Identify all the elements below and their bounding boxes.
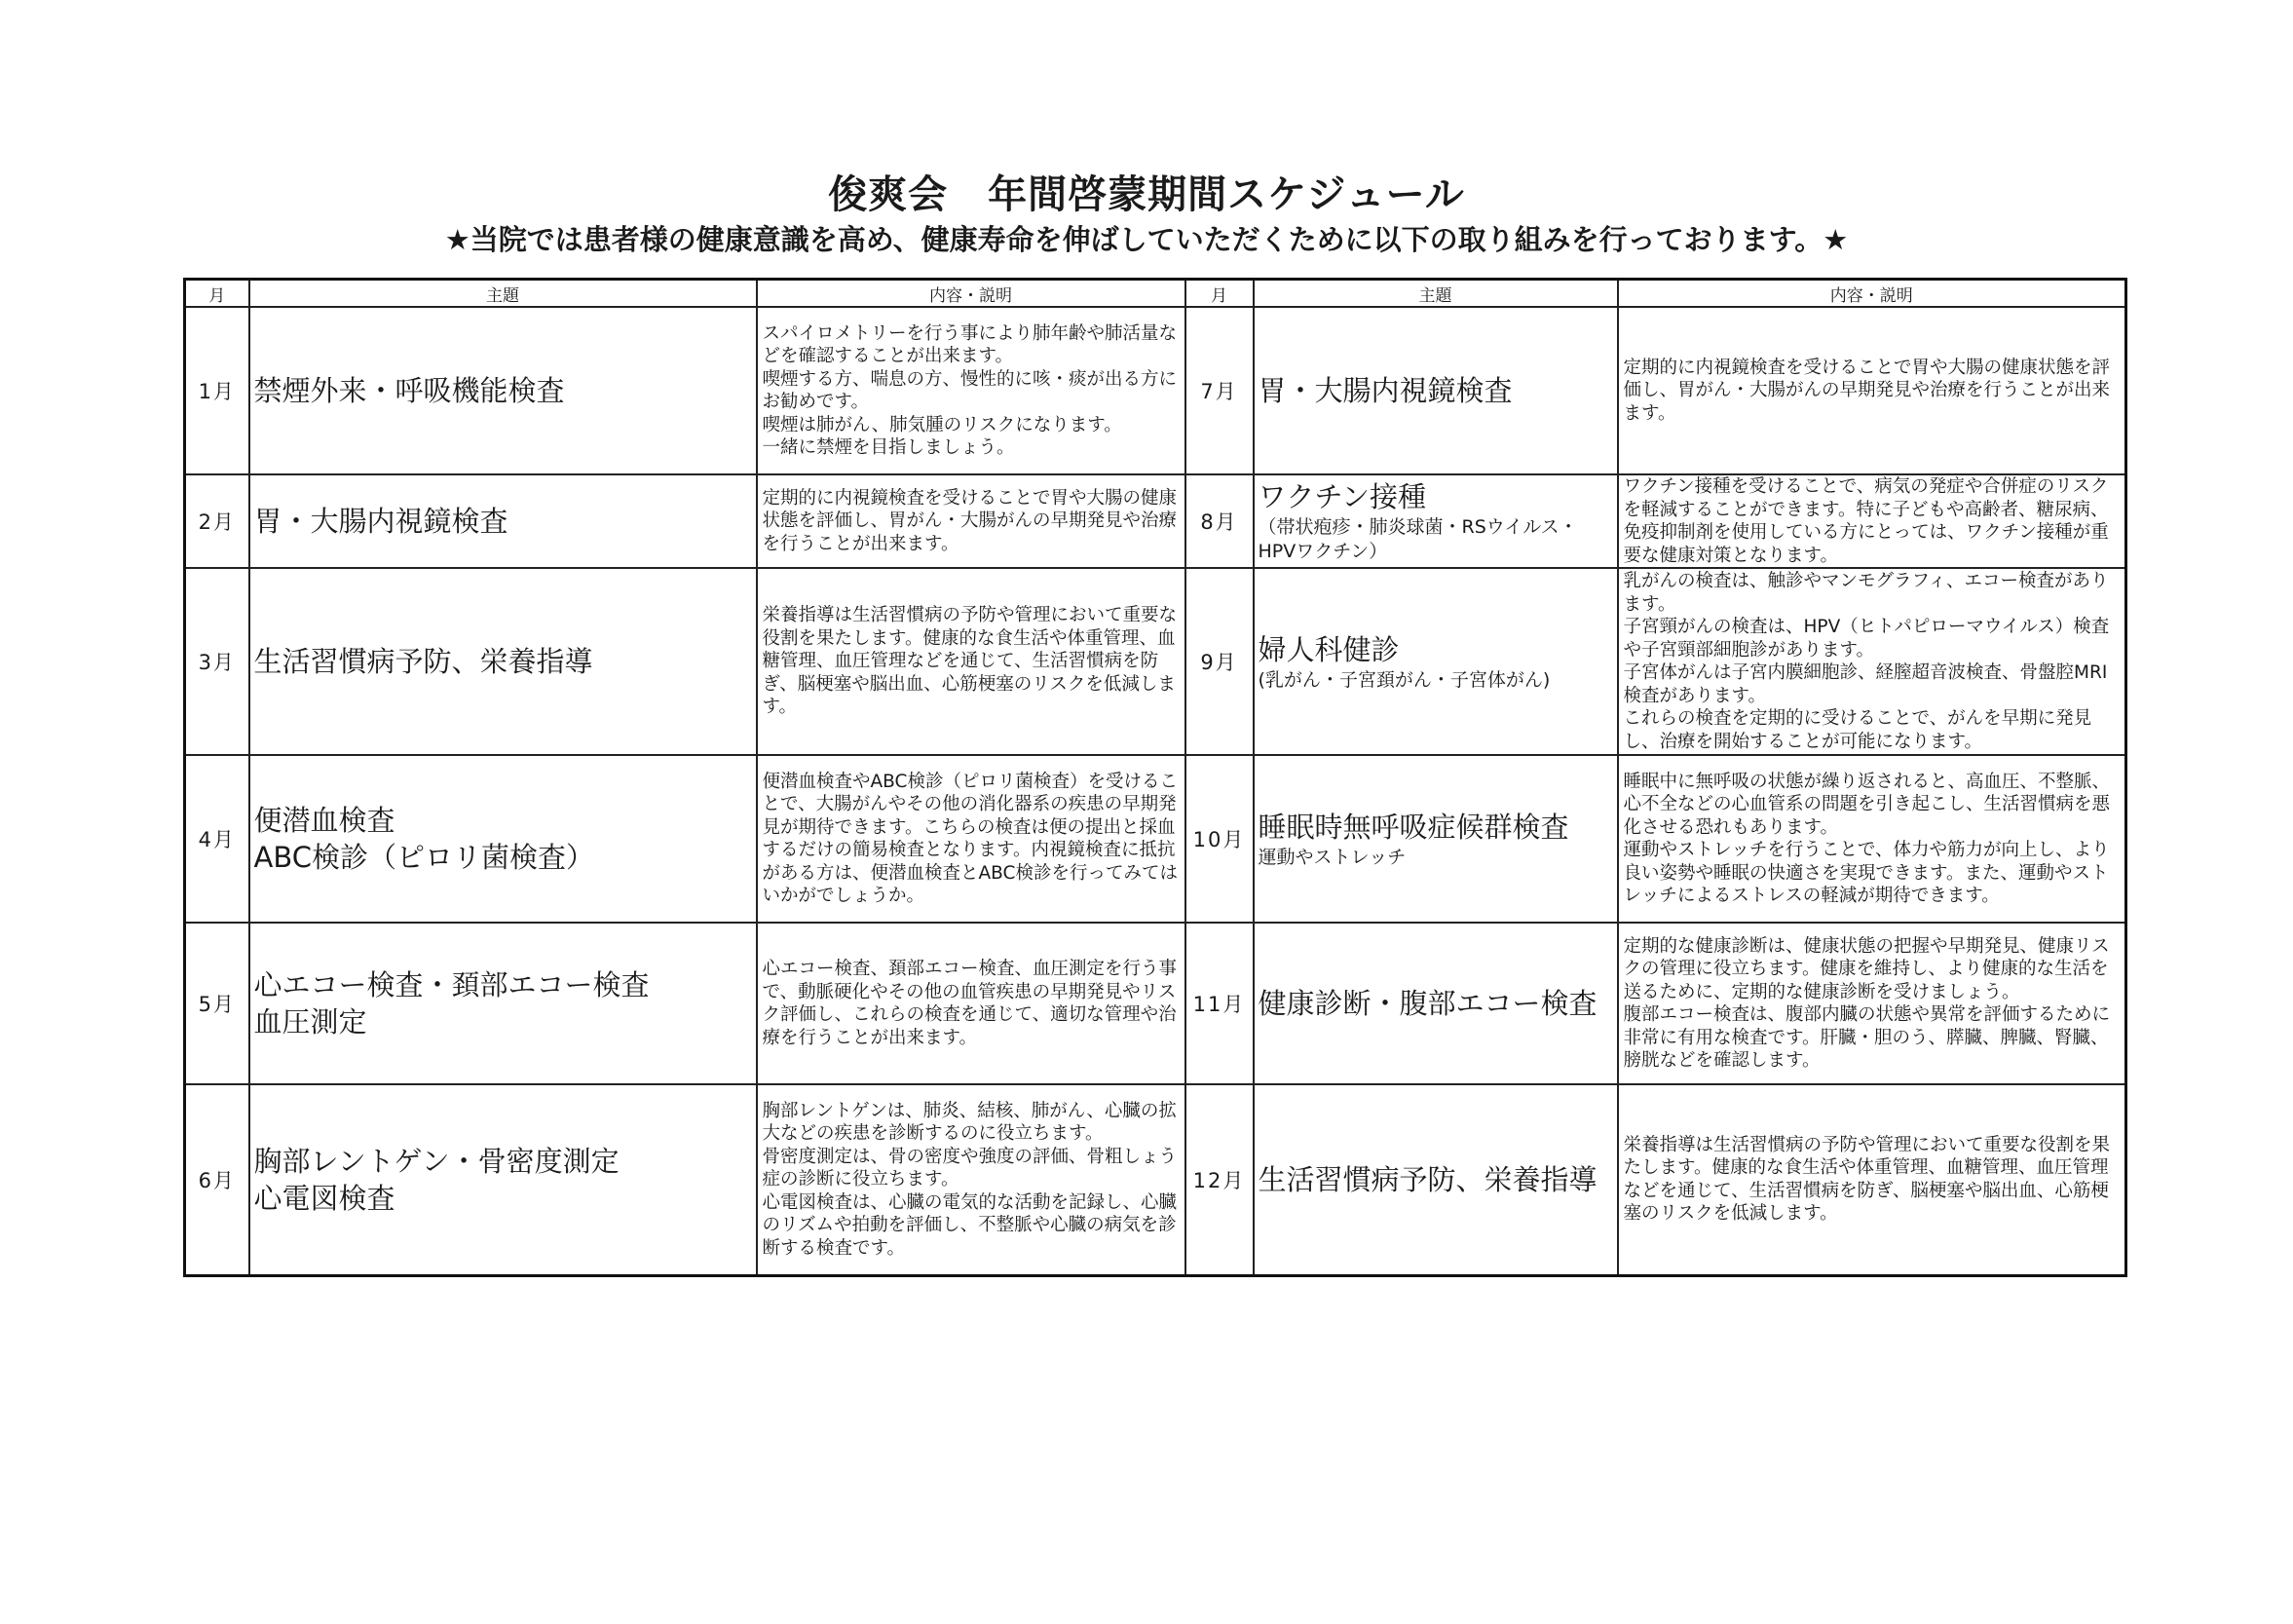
description-cell bbox=[757, 568, 1185, 755]
theme-cell bbox=[249, 755, 757, 923]
description-paragraph: これらの検査を定期的に受けることで、がんを早期に発見し、治療を開始することが可能になります。 bbox=[1623, 708, 2092, 752]
theme-cell bbox=[1254, 755, 1618, 923]
theme-cell bbox=[1254, 307, 1618, 474]
theme-line: 胃・大腸内視鏡検査 bbox=[1258, 374, 1513, 407]
table-row bbox=[185, 307, 2126, 474]
header-desc: 内容・説明 bbox=[757, 280, 1185, 308]
header-theme: 主題 bbox=[249, 280, 757, 308]
description-paragraph: 胸部レントゲンは、肺炎、結核、肺がん、心臓の拡大などの疾患を診断するのに役立ちます。 bbox=[762, 1100, 1177, 1144]
theme-line: 生活習慣病予防、栄養指導 bbox=[253, 645, 593, 678]
theme-subtitle: (乳がん・子宮頚がん・子宮体がん) bbox=[1258, 668, 1551, 691]
description-paragraph: ワクチン接種を受けることで、病気の発症や合併症のリスクを軽減することができます。特に子どもや高齢者、糖尿病、免疫抑制剤を使用している方にとっては、ワクチン接種が重要な健康対策となります。 bbox=[1623, 476, 2109, 566]
theme-line: 心電図検査 bbox=[253, 1181, 395, 1215]
theme-subtitle: 運動やストレッチ bbox=[1258, 846, 1407, 868]
month-cell: 9月 bbox=[1185, 568, 1254, 755]
table-header-row bbox=[185, 280, 2126, 308]
theme-cell bbox=[249, 307, 757, 474]
page-title: 俊爽会 年間啓蒙期間スケジュール bbox=[828, 172, 1465, 217]
theme-subtitle: （帯状疱疹・肺炎球菌・RSウイルス・HPVワクチン） bbox=[1258, 516, 1578, 562]
theme-cell bbox=[1254, 568, 1618, 755]
month-cell: 4月 bbox=[185, 755, 249, 923]
month-cell: 1月 bbox=[185, 307, 249, 474]
month-cell: 11月 bbox=[1185, 923, 1254, 1084]
table-row bbox=[185, 923, 2126, 1084]
description-paragraph: 定期的に内視鏡検査を受けることで胃や大腸の健康状態を評価し、胃がん・大腸がんの早期発見や治療を行うことが出来ます。 bbox=[1623, 357, 2111, 424]
table-row bbox=[185, 1084, 2126, 1275]
page-subtitle: ★当院では患者様の健康意識を高め、健康寿命を伸ばしていただくために以下の取り組みを行っております。★ bbox=[444, 223, 1849, 256]
description-paragraph: 運動やストレッチを行うことで、体力や筋力が向上し、より良い姿勢や睡眠の快適さを実現できます。また、運動やストレッチによるストレスの軽減が期待できます。 bbox=[1623, 840, 2110, 906]
description-cell bbox=[757, 923, 1185, 1084]
theme-cell bbox=[1254, 474, 1618, 568]
description-paragraph: 子宮頸がんの検査は、HPV（ヒトパピローマウイルス）検査や子宮頸部細胞診があります。 bbox=[1623, 617, 2110, 661]
description-paragraph: 喫煙は肺がん、肺気腫のリスクになります。 bbox=[762, 414, 1122, 435]
description-cell bbox=[1618, 307, 2126, 474]
schedule-table bbox=[183, 278, 2127, 1277]
description-paragraph: 子宮体がんは子宮内膜細胞診、経膣超音波検査、骨盤腔MRI検査があります。 bbox=[1623, 662, 2108, 706]
description-paragraph: 心電図検査は、心臓の電気的な活動を記録し、心臓のリズムや拍動を評価し、不整脈や心臓の病気を診断する検査です。 bbox=[762, 1191, 1178, 1259]
month-cell: 3月 bbox=[185, 568, 249, 755]
theme-cell bbox=[1254, 1084, 1618, 1275]
description-paragraph: 腹部エコー検査は、腹部内臓の状態や異常を評価するために非常に有用な検査です。肝臓・胆のう、膵臓、脾臓、腎臓、膀胱などを確認します。 bbox=[1623, 1004, 2111, 1071]
theme-cell bbox=[249, 923, 757, 1084]
theme-cell bbox=[249, 1084, 757, 1275]
theme-line: 生活習慣病予防、栄養指導 bbox=[1258, 1162, 1598, 1196]
description-cell bbox=[1618, 1084, 2126, 1275]
month-cell: 7月 bbox=[1185, 307, 1254, 474]
theme-cell bbox=[1254, 923, 1618, 1084]
theme-cell bbox=[249, 568, 757, 755]
header-month: 月 bbox=[185, 280, 249, 308]
header-theme: 主題 bbox=[1254, 280, 1618, 308]
description-paragraph: 乳がんの検査は、触診やマンモグラフィ、エコー検査があります。 bbox=[1623, 571, 2109, 615]
description-paragraph: 心エコー検査、頚部エコー検査、血圧測定を行う事で、動脈硬化やその他の血管疾患の早期発見やリスク評価し、これらの検査を通じて、適切な管理や治療を行うことが出来ます。 bbox=[762, 959, 1178, 1048]
header-desc: 内容・説明 bbox=[1618, 280, 2126, 308]
theme-line: 婦人科健診 bbox=[1258, 632, 1400, 666]
description-cell bbox=[757, 474, 1185, 568]
description-cell bbox=[757, 307, 1185, 474]
month-cell: 12月 bbox=[1185, 1084, 1254, 1275]
month-cell: 5月 bbox=[185, 923, 249, 1084]
month-cell: 10月 bbox=[1185, 755, 1254, 923]
theme-line: ワクチン接種 bbox=[1258, 480, 1427, 513]
description-paragraph: スパイロメトリーを行う事により肺年齢や肺活量などを確認することが出来ます。 bbox=[762, 322, 1178, 366]
theme-cell bbox=[249, 474, 757, 568]
theme-line: ABC検診（ピロリ菌検査） bbox=[253, 841, 594, 874]
month-cell: 8月 bbox=[1185, 474, 1254, 568]
header-month: 月 bbox=[1185, 280, 1254, 308]
description-cell bbox=[1618, 755, 2126, 923]
theme-line: 睡眠時無呼吸症候群検査 bbox=[1258, 810, 1569, 844]
description-paragraph: 骨密度測定は、骨の密度や強度の評価、骨粗しょう症の診断に役立ちます。 bbox=[762, 1146, 1178, 1190]
table-row bbox=[185, 568, 2126, 755]
description-cell bbox=[1618, 923, 2126, 1084]
theme-line: 胸部レントゲン・骨密度測定 bbox=[253, 1144, 620, 1178]
description-paragraph: 栄養指導は生活習慣病の予防や管理において重要な役割を果たします。健康的な食生活や体重管理、血糖管理、血圧管理などを通じて、生活習慣病を防ぎ、脳梗塞や脳出血、心筋梗塞のリスクを低減します。 bbox=[1623, 1134, 2111, 1225]
description-paragraph: 定期的に内視鏡検査を受けることで胃や大腸の健康状態を評価し、胃がん・大腸がんの早期発見や治療を行うことが出来ます。 bbox=[762, 487, 1178, 554]
theme-line: 禁煙外来・呼吸機能検査 bbox=[253, 374, 565, 407]
theme-line: 便潜血検査 bbox=[253, 804, 395, 837]
theme-line: 胃・大腸内視鏡検査 bbox=[253, 505, 508, 538]
theme-line: 心エコー検査・頚部エコー検査 bbox=[253, 968, 650, 1001]
description-paragraph: 一緒に禁煙を目指しましょう。 bbox=[762, 437, 1015, 458]
description-paragraph: 喫煙する方、喘息の方、慢性的に咳・痰が出る方にお勧めです。 bbox=[762, 368, 1178, 412]
month-cell: 2月 bbox=[185, 474, 249, 568]
table-row bbox=[185, 755, 2126, 923]
description-cell bbox=[757, 755, 1185, 923]
theme-line: 健康診断・腹部エコー検査 bbox=[1258, 987, 1598, 1020]
description-cell bbox=[757, 1084, 1185, 1275]
description-cell bbox=[1618, 568, 2126, 755]
table-row bbox=[185, 474, 2126, 568]
description-cell bbox=[1618, 474, 2126, 568]
description-paragraph: 定期的な健康診断は、健康状態の把握や早期発見、健康リスクの管理に役立ちます。健康を維持し、より健康的な生活を送るために、定期的な健康診断を受けましょう。 bbox=[1623, 935, 2110, 1002]
month-cell: 6月 bbox=[185, 1084, 249, 1275]
description-paragraph: 睡眠中に無呼吸の状態が繰り返されると、高血圧、不整脈、心不全などの心血管系の問題を引き起こし、生活習慣病を悪化させる恐れもあります。 bbox=[1623, 771, 2111, 838]
description-paragraph: 栄養指導は生活習慣病の予防や管理において重要な役割を果たします。健康的な食生活や体重管理、血糖管理、血圧管理などを通じて、生活習慣病を防ぎ、脳梗塞や脳出血、心筋梗塞のリスクを低減します。 bbox=[762, 605, 1178, 718]
description-paragraph: 便潜血検査やABC検診（ピロリ菌検査）を受けることで、大腸がんやその他の消化器系の疾患の早期発見が期待できます。こちらの検査は便の提出と採血するだけの簡易検査となります。内視鏡検査に抵抗がある方は、便潜血検査とABC検診を行ってみてはいかがでしょうか。 bbox=[762, 771, 1178, 906]
theme-line: 血圧測定 bbox=[253, 1005, 367, 1039]
